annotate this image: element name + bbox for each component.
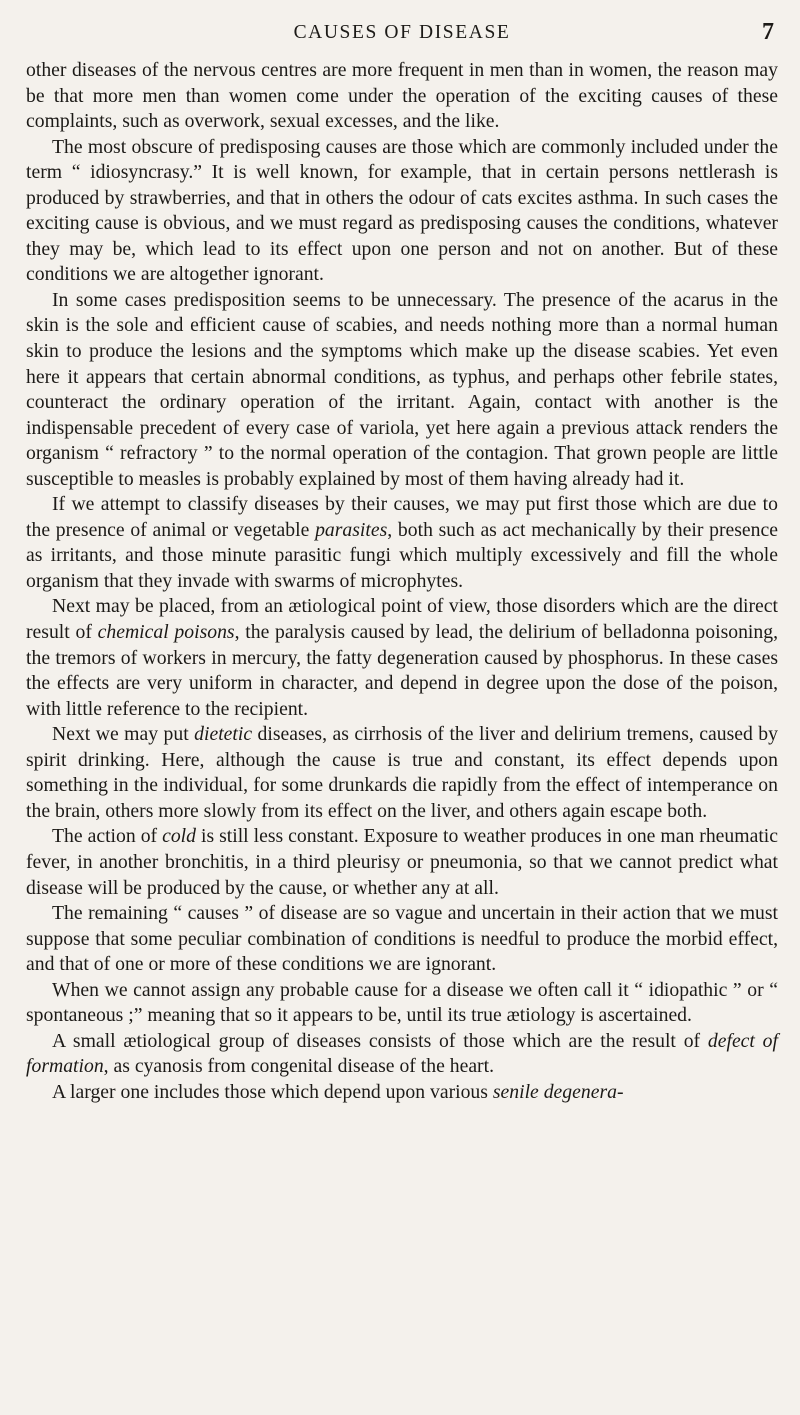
italic-term: chemical poisons	[97, 621, 235, 644]
text-run: A larger one includes those which depend upon various	[52, 1080, 493, 1103]
text-run: , the paralysis caused by lead, the delirium of belladonna poisoning, the tremors of workers in mercury, the fatty degeneration caused by phosphorus. In these cases the effects are very uniform in character, and depend in degree upon the dose of the poison, with little reference to the recipient.	[26, 621, 778, 720]
italic-term: defect of formation	[26, 1029, 778, 1078]
text-run: A small ætiological group of diseases consists of those which are the result of	[52, 1029, 708, 1052]
italic-term: parasites	[315, 518, 388, 541]
paragraph	[26, 901, 778, 978]
paragraph	[26, 594, 778, 722]
italic-term: dietetic	[194, 723, 253, 746]
paragraph	[26, 978, 778, 1029]
italic-term: senile degenera-	[492, 1080, 624, 1103]
paragraph	[26, 1080, 778, 1106]
paragraph	[26, 1029, 778, 1080]
text-run: other diseases of the nervous centres are more frequent in men than in women, the reason may be that more men than women come under the operation of the exciting causes of these complaints, such as overwork, sexual excesses, and the like.	[26, 59, 778, 133]
text-run: In some cases predisposition seems to be unnecessary. The presence of the acarus in the skin is the sole and efficient cause of scabies, and needs nothing more than a normal human skin to produce the lesions and the symptoms which make up the disease scabies. Yet even here it appears that certain abnormal conditions, as typhus, and perhaps other febrile states, counteract the ordinary operation of the irritant. Again, contact with another is the indispensable precedent of every case of variola, yet here again a previous attack renders the organism “ refractory ” to the normal operation of the contagion. That grown people are little susceptible to measles is probably explained by most of them having already had it.	[26, 288, 778, 490]
text-run: , as cyanosis from congenital disease of the heart.	[103, 1055, 495, 1078]
running-title: CAUSES OF DISEASE	[293, 22, 511, 43]
paragraph	[26, 135, 778, 288]
paragraph	[26, 824, 778, 901]
paragraph	[26, 722, 778, 824]
text-run: If we attempt to classify diseases by their causes, we may put first those which are due to the presence of animal or vegetable	[26, 493, 778, 541]
paragraph	[26, 288, 778, 492]
text-run: The action of	[52, 825, 163, 848]
italic-term: cold	[162, 825, 196, 848]
text-run: Next may be placed, from an ætiological point of view, those disorders which are the direct result of	[26, 595, 778, 644]
text-run: diseases, as cirrhosis of the liver and delirium tremens, caused by spirit drinking. Here, although the cause is true and constant, its effect depends upon something in the individual, for some drunkards die rapidly from the effect of intemperance on the brain, others more slowly from its effect on the liver, and others again escape both.	[26, 723, 778, 822]
page-number: 7	[762, 19, 774, 45]
text-run: The most obscure of predisposing causes are those which are commonly included under the term “ idiosyncrasy.” It is well known, for example, that in certain persons nettlerash is produced by strawberries, and that in others the odour of cats excites asthma. In such cases the exciting cause is obvious, and we must regard as predisposing causes the conditions, whatever they may be, which lead to its effect upon one person and not on another. But of these conditions we are altogether ignorant.	[26, 135, 778, 286]
text-run: The remaining “ causes ” of disease are so vague and uncertain in their action that we must suppose that some peculiar combination of conditions is needful to produce the morbid effect, and that of one or more of these conditions we are ignorant.	[26, 902, 778, 976]
text-run: When we cannot assign any probable cause for a disease we often call it “ idiopathic ” or “ spontaneous ;” meaning that so it appears to be, until its true ætiology is ascertained.	[26, 978, 778, 1027]
text-run: Next we may put	[52, 723, 195, 746]
text-run: is still less constant. Exposure to weather produces in one man rheumatic fever, in another bronchitis, in a third pleurisy or pneumonia, so that we cannot predict what disease will be produced by the cause, or whether any at all.	[26, 825, 778, 899]
text-run: , both such as act mechanically by their presence as irritants, and those minute parasitic fungi which multiply excessively and fill the whole organism that they invade with swarms of microphytes.	[26, 518, 778, 592]
paragraph	[26, 58, 778, 135]
body-text	[26, 58, 778, 1105]
paragraph	[26, 492, 778, 594]
running-head	[26, 18, 778, 48]
